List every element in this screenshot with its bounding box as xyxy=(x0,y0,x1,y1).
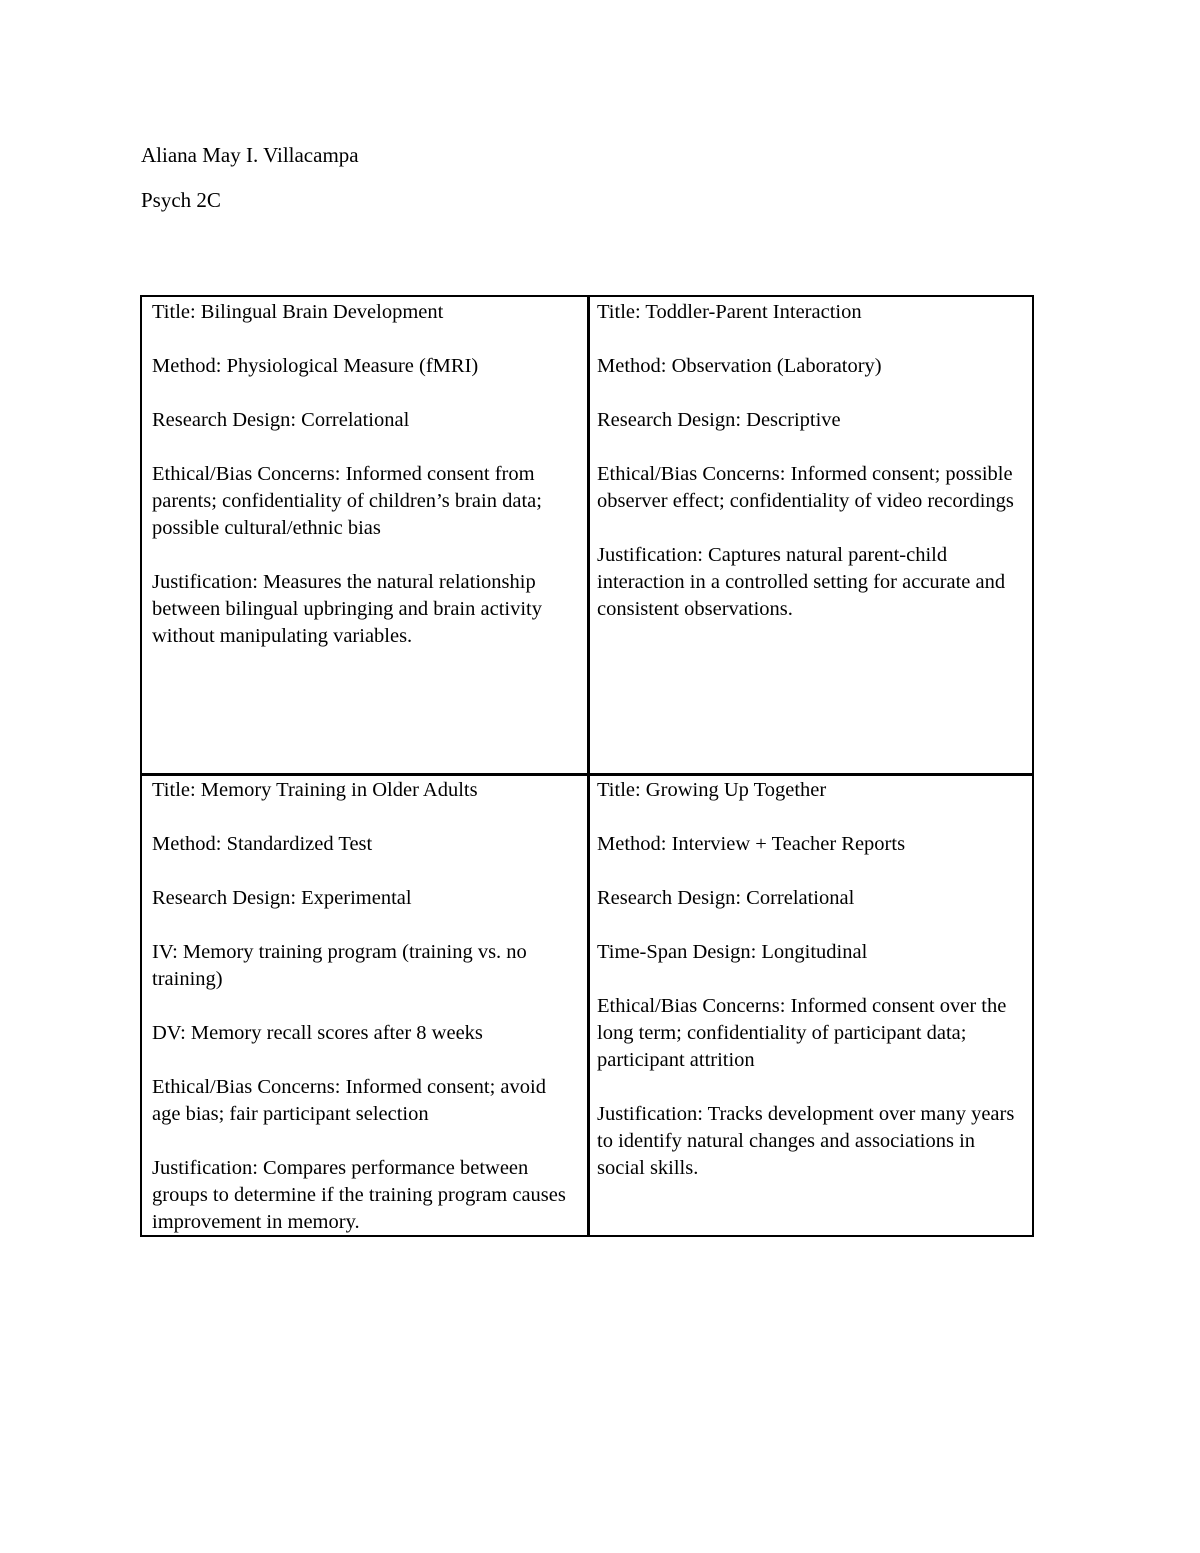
study-time-span-design: Time-Span Design: Longitudinal xyxy=(597,941,868,963)
study-title: Title: Memory Training in Older Adults xyxy=(152,779,478,801)
study-research-design: Research Design: Experimental xyxy=(152,887,412,909)
research-studies-table xyxy=(140,295,1034,1237)
study-ethical-concerns: Ethical/Bias Concerns: Informed consent from parents; confidentiality of children’s brain data; possible cultural/ethnic bias xyxy=(152,463,542,539)
study-ethical-concerns: Ethical/Bias Concerns: Informed consent; possible observer effect; confidentiality of video recordings xyxy=(597,463,1014,512)
study-justification: Justification: Compares performance between groups to determine if the training program causes improvement in memory. xyxy=(152,1157,566,1233)
table-cell-memory-training xyxy=(152,777,577,1236)
study-justification: Justification: Captures natural parent-child interaction in a controlled setting for accurate and consistent observations. xyxy=(597,544,1006,620)
table-cell-growing-up-together xyxy=(597,777,1027,1182)
study-research-design: Research Design: Correlational xyxy=(597,887,855,909)
study-method: Method: Standardized Test xyxy=(152,833,373,855)
study-research-design: Research Design: Correlational xyxy=(152,409,410,431)
table-cell-bilingual-brain xyxy=(152,299,577,650)
study-ethical-concerns: Ethical/Bias Concerns: Informed consent; avoid age bias; fair participant selection xyxy=(152,1076,546,1125)
study-title: Title: Growing Up Together xyxy=(597,779,827,801)
study-title: Title: Bilingual Brain Development xyxy=(152,301,444,323)
author-name: Aliana May I. Villacampa xyxy=(141,143,359,167)
table-cell-toddler-parent xyxy=(597,299,1027,623)
study-dependent-variable: DV: Memory recall scores after 8 weeks xyxy=(152,1022,483,1044)
table-vertical-divider xyxy=(587,297,590,1235)
study-research-design: Research Design: Descriptive xyxy=(597,409,841,431)
study-ethical-concerns: Ethical/Bias Concerns: Informed consent over the long term; confidentiality of participant data; participant attrition xyxy=(597,995,1007,1071)
study-method: Method: Observation (Laboratory) xyxy=(597,355,882,377)
study-justification: Justification: Measures the natural relationship between bilingual upbringing and brain activity without manipulating variables. xyxy=(152,571,542,647)
study-justification: Justification: Tracks development over many years to identify natural changes and associations in social skills. xyxy=(597,1103,1015,1179)
study-method: Method: Interview + Teacher Reports xyxy=(597,833,906,855)
course-code: Psych 2C xyxy=(141,188,221,212)
study-independent-variable: IV: Memory training program (training vs. no training) xyxy=(152,941,527,990)
study-title: Title: Toddler-Parent Interaction xyxy=(597,301,862,323)
study-method: Method: Physiological Measure (fMRI) xyxy=(152,355,479,377)
table-horizontal-divider xyxy=(142,773,1032,776)
